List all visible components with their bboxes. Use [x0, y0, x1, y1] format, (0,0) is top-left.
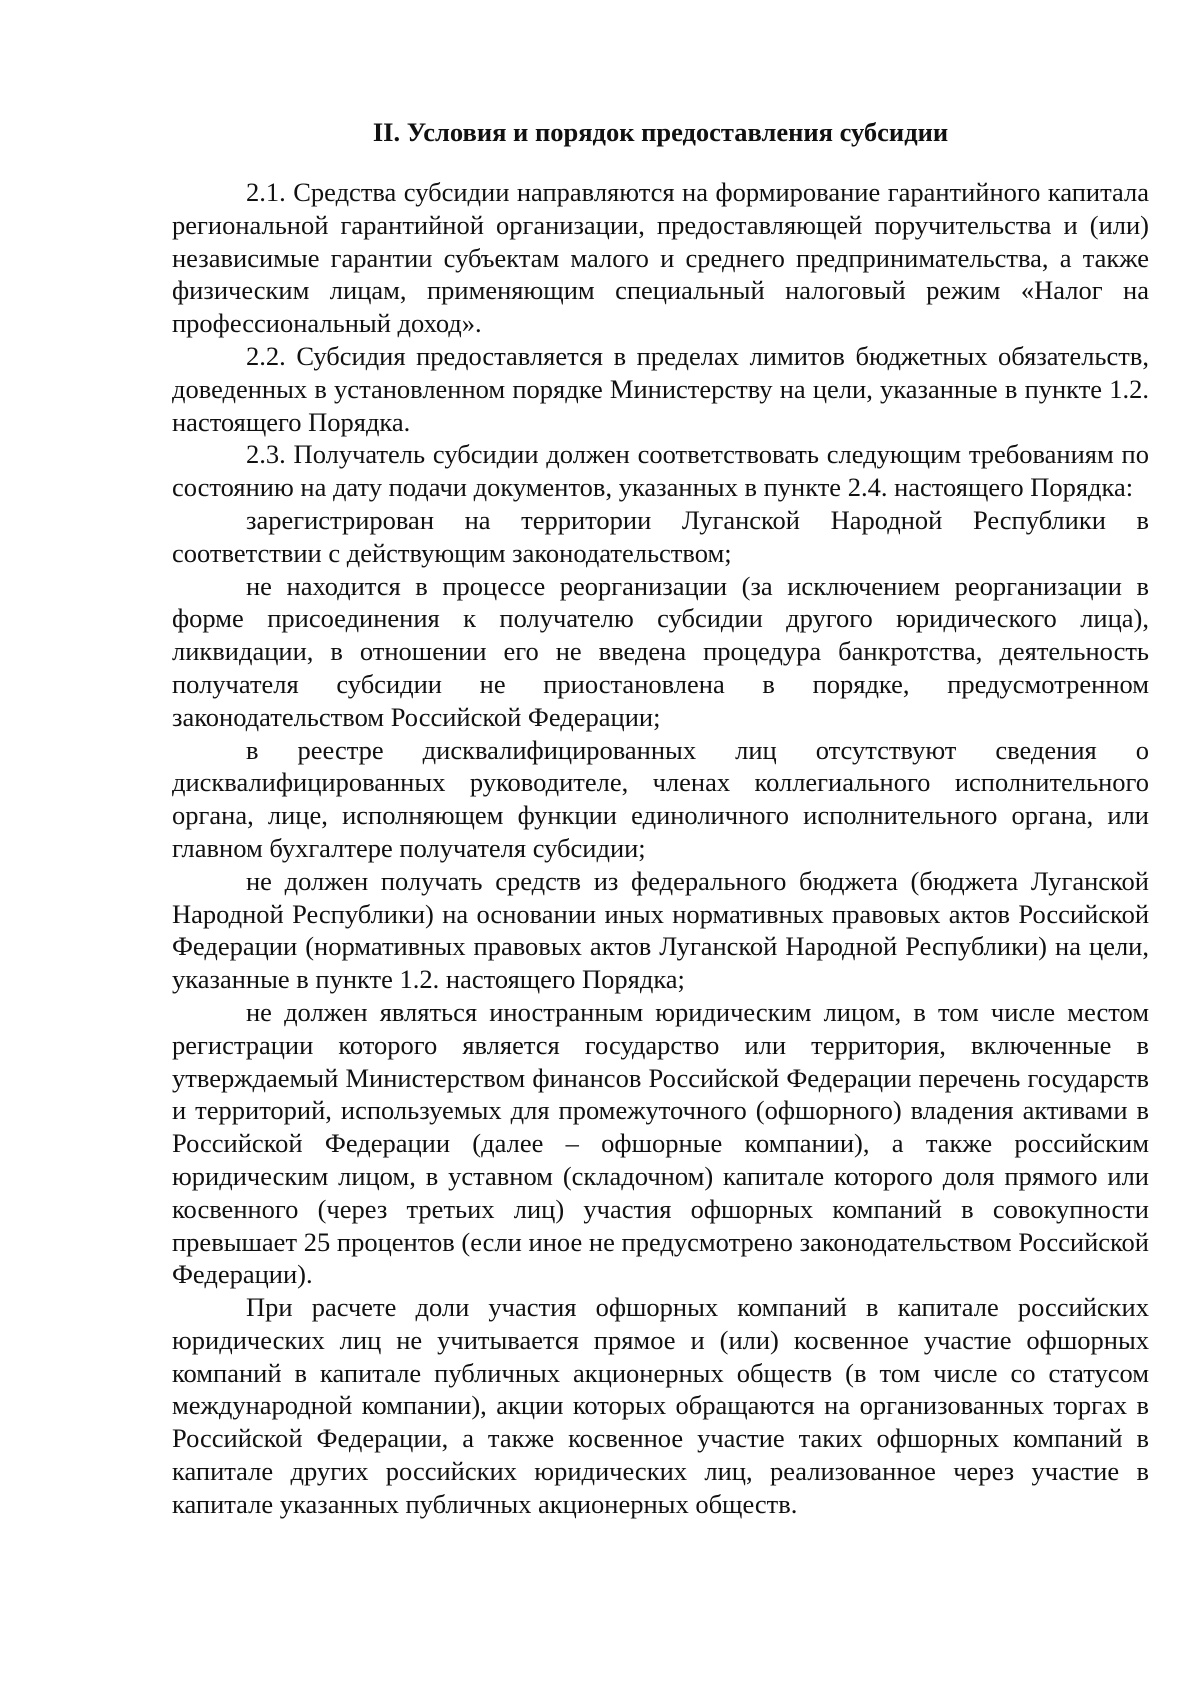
- paragraph-2-1: 2.1. Средства субсидии направляются на формирование гарантийного капитала региональной гарантийной организации, предоставляющей поручительства и (или) независимые гарантии субъектам малого и среднего предпринимательства, а также физическим лицам, применяющим специальный налоговый режим «Налог на профессиональный доход».: [172, 177, 1149, 339]
- requirement-no-other-funds: не должен получать средств из федерального бюджета (бюджета Луганской Народной Республики) на основании иных нормативных правовых актов Российской Федерации (нормативных правовых актов Луганской Народной Республики) на цели, указанные в пункте 1.2. настоящего Порядка;: [172, 865, 1149, 995]
- document-body: [172, 116, 1149, 1521]
- requirement-not-foreign-entity: не должен являться иностранным юридическим лицом, в том числе местом регистрации которого является государство или территория, включенные в утверждаемый Министерством финансов Российской Федерации перечень государств и территорий, используемых для промежуточного (офшорного) владения активами в Российской Федерации (далее – офшорные компании), а также российским юридическим лицом, в уставном (складочном) капитале которого доля прямого или косвенного (через третьих лиц) участия офшорных компаний в совокупности превышает 25 процентов (если иное не предусмотрено законодательством Российской Федерации).: [172, 996, 1149, 1290]
- requirement-registration: зарегистрирован на территории Луганской Народной Республики в соответствии с действующим законодательством;: [172, 504, 1149, 568]
- paragraph-2-2: 2.2. Субсидия предоставляется в пределах лимитов бюджетных обязательств, доведенных в установленном порядке Министерству на цели, указанные в пункте 1.2. настоящего Порядка.: [172, 340, 1149, 437]
- paragraph-2-3: 2.3. Получатель субсидии должен соответствовать следующим требованиям по состоянию на дату подачи документов, указанных в пункте 2.4. настоящего Порядка:: [172, 439, 1149, 503]
- offshore-calculation-note: При расчете доли участия офшорных компаний в капитале российских юридических лиц не учитывается прямое и (или) косвенное участие офшорных компаний в капитале публичных акционерных обществ (в том числе со статусом международной компании), акции которых обращаются на организованных торгах в Российской Федерации, а также косвенное участие таких офшорных компаний в капитале других российских юридических лиц, реализованное через участие в капитале указанных публичных акционерных обществ.: [172, 1292, 1149, 1519]
- section-title: II. Условия и порядок предоставления субсидии: [372, 117, 949, 147]
- requirement-disqualified-registry: в реестре дисквалифицированных лиц отсутствуют сведения о дисквалифицированных руководителе, членах коллегиального исполнительного органа, лице, исполняющем функции единоличного исполнительного органа, или главном бухгалтере получателя субсидии;: [172, 734, 1149, 863]
- requirement-no-reorganization: не находится в процессе реорганизации (за исключением реорганизации в форме присоединения к получателю субсидии другого юридического лица), ликвидации, в отношении его не введена процедура банкротства, деятельность получателя субсидии не приостановлена в порядке, предусмотренном законодательством Российской Федерации;: [172, 570, 1149, 732]
